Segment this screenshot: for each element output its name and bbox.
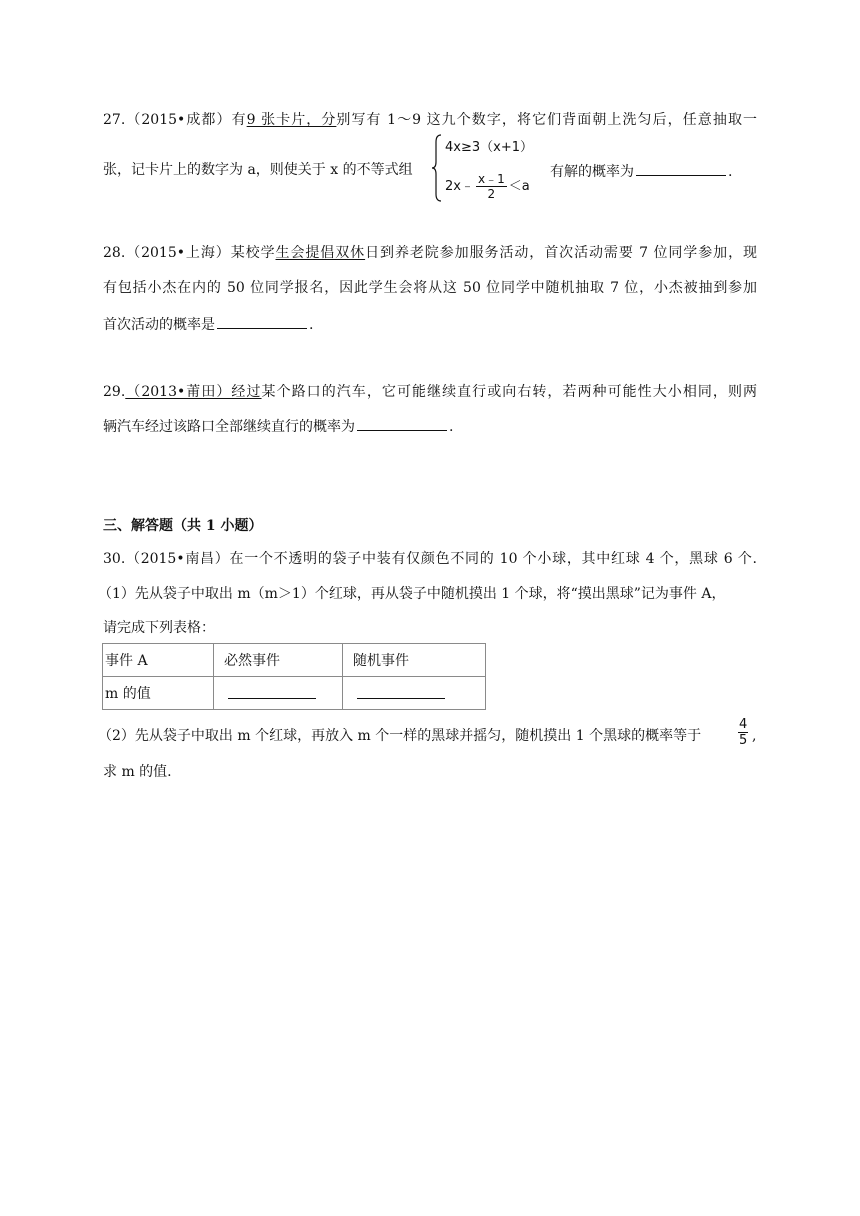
q28-text: 某校学 (230, 245, 276, 261)
inequality-system (431, 134, 551, 202)
q27-source: （2015•成都） (125, 112, 232, 128)
q30-number: 30. (103, 551, 126, 567)
q29-number: 29. (103, 384, 126, 400)
inequality-2-right: ＜a (508, 179, 530, 194)
table-cell: 随机事件 (343, 644, 486, 677)
q28-text: 日到养老院参加服务活动，首次活动需要 7 位同学参加，现 (365, 245, 758, 261)
q27-text: 有解的概率为 (550, 164, 634, 180)
event-table (102, 643, 486, 710)
q30-text: 在一个不透明的袋子中装有仅颜色不同的 10 个小球，其中红球 4 个，黑球 6 个. (229, 551, 758, 567)
answer-blank[interactable] (217, 314, 307, 329)
fraction (738, 717, 748, 748)
section-3-title: 三、解答题（共 1 小题） (103, 518, 263, 534)
q29-line-1 (103, 383, 757, 401)
fraction-denominator: 2 (487, 187, 496, 201)
q29-text: 辆汽车经过该路口全部继续直行的概率为 (103, 419, 355, 435)
q30-part2-line-1: （2）先从袋子中取出 m 个红球，再放入 m 个一样的黑球并摇匀，随机摸出 1 个黑球的概率等于 (98, 728, 702, 744)
fraction-numerator: x﹣1 (477, 172, 505, 186)
q30-part2-line-2: 求 m 的值. (103, 764, 172, 780)
q28-text: 首次活动的概率是 (103, 317, 215, 333)
q30-part1-line-2: 请完成下列表格： (103, 620, 215, 636)
q27-underlined-text: 9 张卡片，分 (246, 112, 337, 128)
fraction-denominator: 5 (739, 733, 748, 748)
table-cell: 事件 A (103, 644, 214, 677)
q29-source: （2013•莆田）经过 (125, 384, 262, 400)
fraction-numerator: 4 (739, 717, 748, 732)
q29-line-2 (103, 416, 453, 436)
q30-part2-comma: , (752, 728, 757, 744)
q27-line-1 (103, 111, 757, 129)
q29-text: 某个路口的汽车，它可能继续直行或向右转，若两种可能性大小相同，则两 (261, 384, 758, 400)
answer-blank[interactable] (357, 416, 447, 431)
fraction (476, 172, 507, 201)
q27-text: 有 (231, 112, 247, 128)
q28-line-3 (103, 314, 313, 334)
q27-line-2-end (550, 161, 732, 181)
left-brace-icon (431, 134, 443, 202)
table-cell: m 的值 (103, 677, 214, 710)
q28-end: . (309, 317, 314, 333)
q27-number: 27. (103, 112, 126, 128)
table-row (103, 677, 486, 710)
q28-source: （2015•上海） (125, 245, 231, 261)
table-cell (343, 677, 486, 710)
q28-text: 有包括小杰在内的 50 位同学报名，因此学生会将从这 50 位同学中随机抽取 7 位，小杰被抽到参加 (103, 280, 757, 296)
q27-text: 别写有 1～9 这九个数字，将它们背面朝上洗匀后，任意抽取一 (336, 112, 758, 128)
q30-source: （2015•南昌） (125, 551, 230, 567)
q28-underlined-text: 生会提倡双休 (275, 245, 366, 261)
q30-line-1 (103, 550, 757, 568)
q28-line-1 (103, 244, 757, 262)
q28-line-2 (103, 279, 757, 297)
q27-text: 张，记卡片上的数字为 a，则使关于 x 的不等式组 (103, 162, 413, 178)
q29-end: . (449, 419, 454, 435)
answer-blank[interactable] (228, 684, 316, 699)
table-cell: 必然事件 (214, 644, 343, 677)
q28-number: 28. (103, 245, 126, 261)
q30-part1-line-1: （1）先从袋子中取出 m（m＞1）个红球，再从袋子中随机摸出 1 个球，将“摸出黑球”记为事件 A， (98, 586, 726, 602)
inequality-2 (445, 172, 530, 201)
table-row (103, 644, 486, 677)
inequality-2-left: 2x﹣ (445, 179, 474, 194)
inequality-1: 4x≥3（x+1） (445, 140, 533, 155)
table-cell (214, 677, 343, 710)
answer-blank[interactable] (636, 161, 726, 176)
q27-end: . (728, 164, 733, 180)
answer-blank[interactable] (357, 684, 445, 699)
q27-line-2 (103, 161, 413, 179)
